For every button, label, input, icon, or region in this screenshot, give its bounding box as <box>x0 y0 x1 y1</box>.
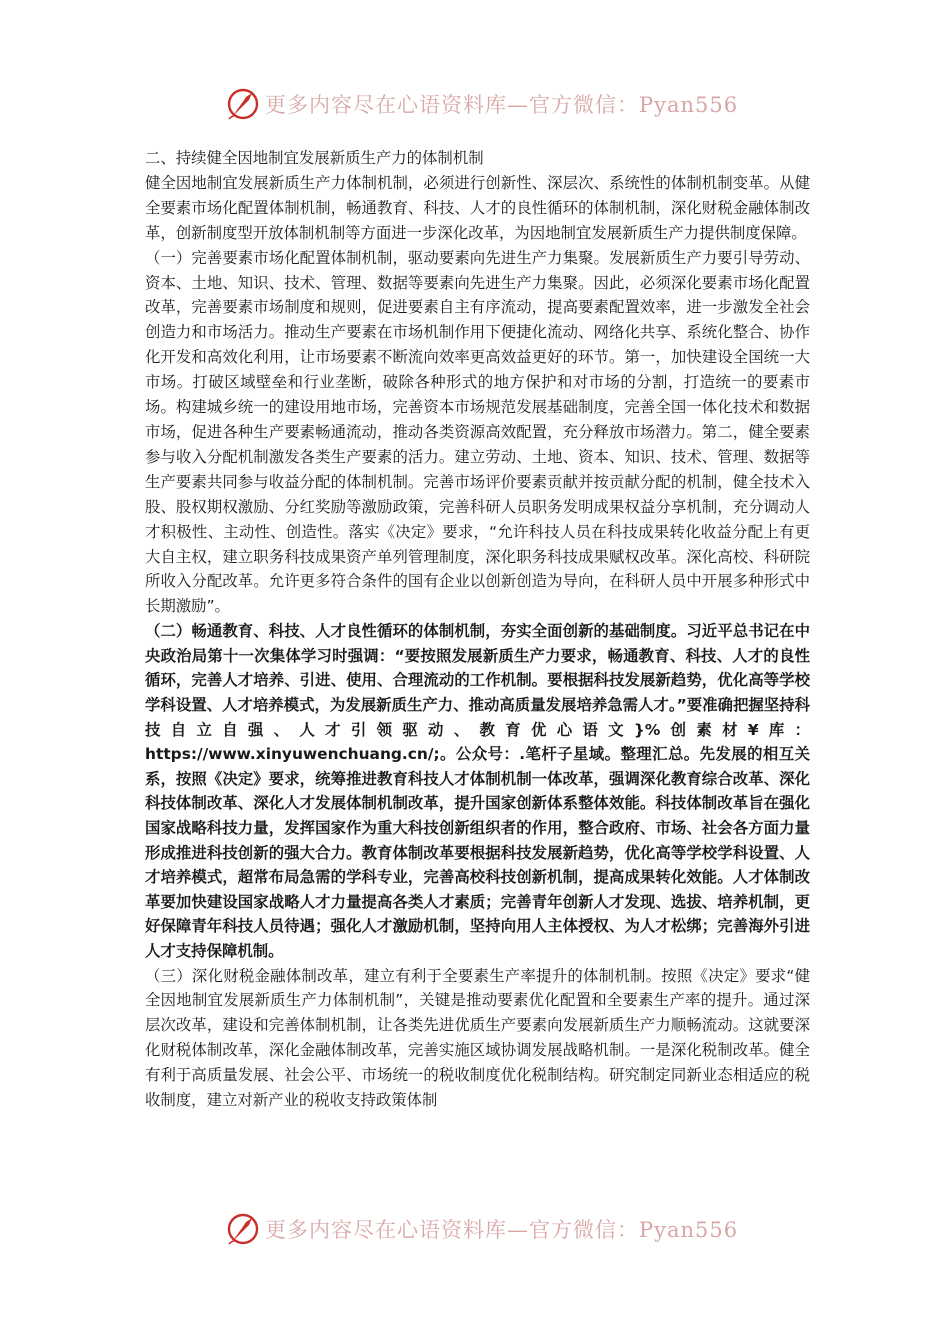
quill-pen-logo-icon <box>225 1211 261 1247</box>
section-heading: 二、持续健全因地制宜发展新质生产力的体制机制 <box>145 149 484 167</box>
paragraph-part-2: （二）畅通教育、科技、人才良性循环的体制机制，夯实全面创新的基础制度。习近平总书记在中央政治局第十一次集体学习时强调：“要按照发展新质生产力要求，畅通教育、科技、人才的良性循环，完善人才培养、引进、使用、合理流动的工作机制。要根据科技发展新趋势，优化高等学校学科设置、人才培养模式，为发展新质生产力、推动高质量发展培养急需人才。”要准确把握坚持科技自立自强、人才引领驱动、教育优心语文}%创素材¥库：https://www.xinyuwenchuang.cn/;。公众号：.笔杆子星域。整理汇总。先发展的相互关系，按照《决定》要求，统筹推进教育科技人才体制机制一体改革，强调深化教育综合改革、深化科技体制改革、深化人才发展体制机制改革，提升国家创新体系整体效能。科技体制改革旨在强化国家战略科技力量，发挥国家作为重大科技创新组织者的作用，整合政府、市场、社会各方面力量形成推进科技创新的强大合力。教育体制改革要根据科技发展新趋势，优化高等学校学科设置、人才培养模式，超常布局急需的学科专业，完善高校科技创新机制，提高成果转化效能。人才体制改革要加快建设国家战略人才力量提高各类人才素质；完善青年创新人才发现、选拔、培养机制，更好保障青年科技人员待遇；强化人才激励机制，坚持向用人主体授权、为人才松绑；完善海外引进人才支持保障机制。 <box>145 622 810 960</box>
banner-text: 更多内容尽在心语资料库—官方微信：Pyan556 <box>265 93 739 117</box>
intro-paragraph: 健全因地制宜发展新质生产力体制机制，必须进行创新性、深层次、系统性的体制机制变革。从健全要素市场化配置体制机制，畅通教育、科技、人才的良性循环的体制机制，深化财税金融体制改革，创新制度型开放体制机制等方面进一步深化改革，为因地制宜发展新质生产力提供制度保障。 <box>145 173 810 242</box>
banner-text: 更多内容尽在心语资料库—官方微信：Pyan556 <box>265 1218 739 1242</box>
header-banner <box>225 84 739 124</box>
document-body <box>145 146 810 1113</box>
footer-banner <box>225 1209 739 1249</box>
paragraph-part-1: （一）完善要素市场化配置体制机制，驱动要素向先进生产力集聚。发展新质生产力要引导劳动、资本、土地、知识、技术、管理、数据等要素向先进生产力集聚。因此，必须深化要素市场化配置改革，完善要素市场制度和规则，促进要素自主有序流动，提高要素配置效率，进一步激发全社会创造力和市场活力。推动生产要素在市场机制作用下便捷化流动、网络化共享、系统化整合、协作化开发和高效化利用，让市场要素不断流向效率更高效益更好的环节。第一，加快建设全国统一大市场。打破区域壁垒和行业垄断，破除各种形式的地方保护和对市场的分割，打造统一的要素市场。构建城乡统一的建设用地市场，完善资本市场规范发展基础制度，完善全国一体化技术和数据市场，促进各种生产要素畅通流动，推动各类资源高效配置，充分释放市场潜力。第二，健全要素参与收入分配机制激发各类生产要素的活力。建立劳动、土地、资本、知识、技术、管理、数据等生产要素共同参与收益分配的体制机制。完善市场评价要素贡献并按贡献分配的机制，健全技术入股、股权期权激励、分红奖励等激励政策，完善科研人员职务发明成果权益分享机制，充分调动人才积极性、主动性、创造性。落实《决定》要求，“允许科技人员在科技成果转化收益分配上有更大自主权，建立职务科技成果资产单列管理制度，深化职务科技成果赋权改革。深化高校、科研院所收入分配改革。允许更多符合条件的国有企业以创新创造为导向，在科研人员中开展多种形式中长期激励”。 <box>145 248 810 616</box>
paragraph-part-3: （三）深化财税金融体制改革，建立有利于全要素生产率提升的体制机制。按照《决定》要求“健全因地制宜发展新质生产力体制机制”，关键是推动要素优化配置和全要素生产率的提升。通过深层次改革，建设和完善体制机制，让各类先进优质生产要素向发展新质生产力顺畅流动。这就要深化财税体制改革，深化金融体制改革，完善实施区域协调发展战略机制。一是深化税制改革。健全有利于高质量发展、社会公平、市场统一的税收制度优化税制结构。研究制定同新业态相适应的税收制度，建立对新产业的税收支持政策体制 <box>145 966 810 1110</box>
quill-pen-logo-icon <box>225 86 261 122</box>
